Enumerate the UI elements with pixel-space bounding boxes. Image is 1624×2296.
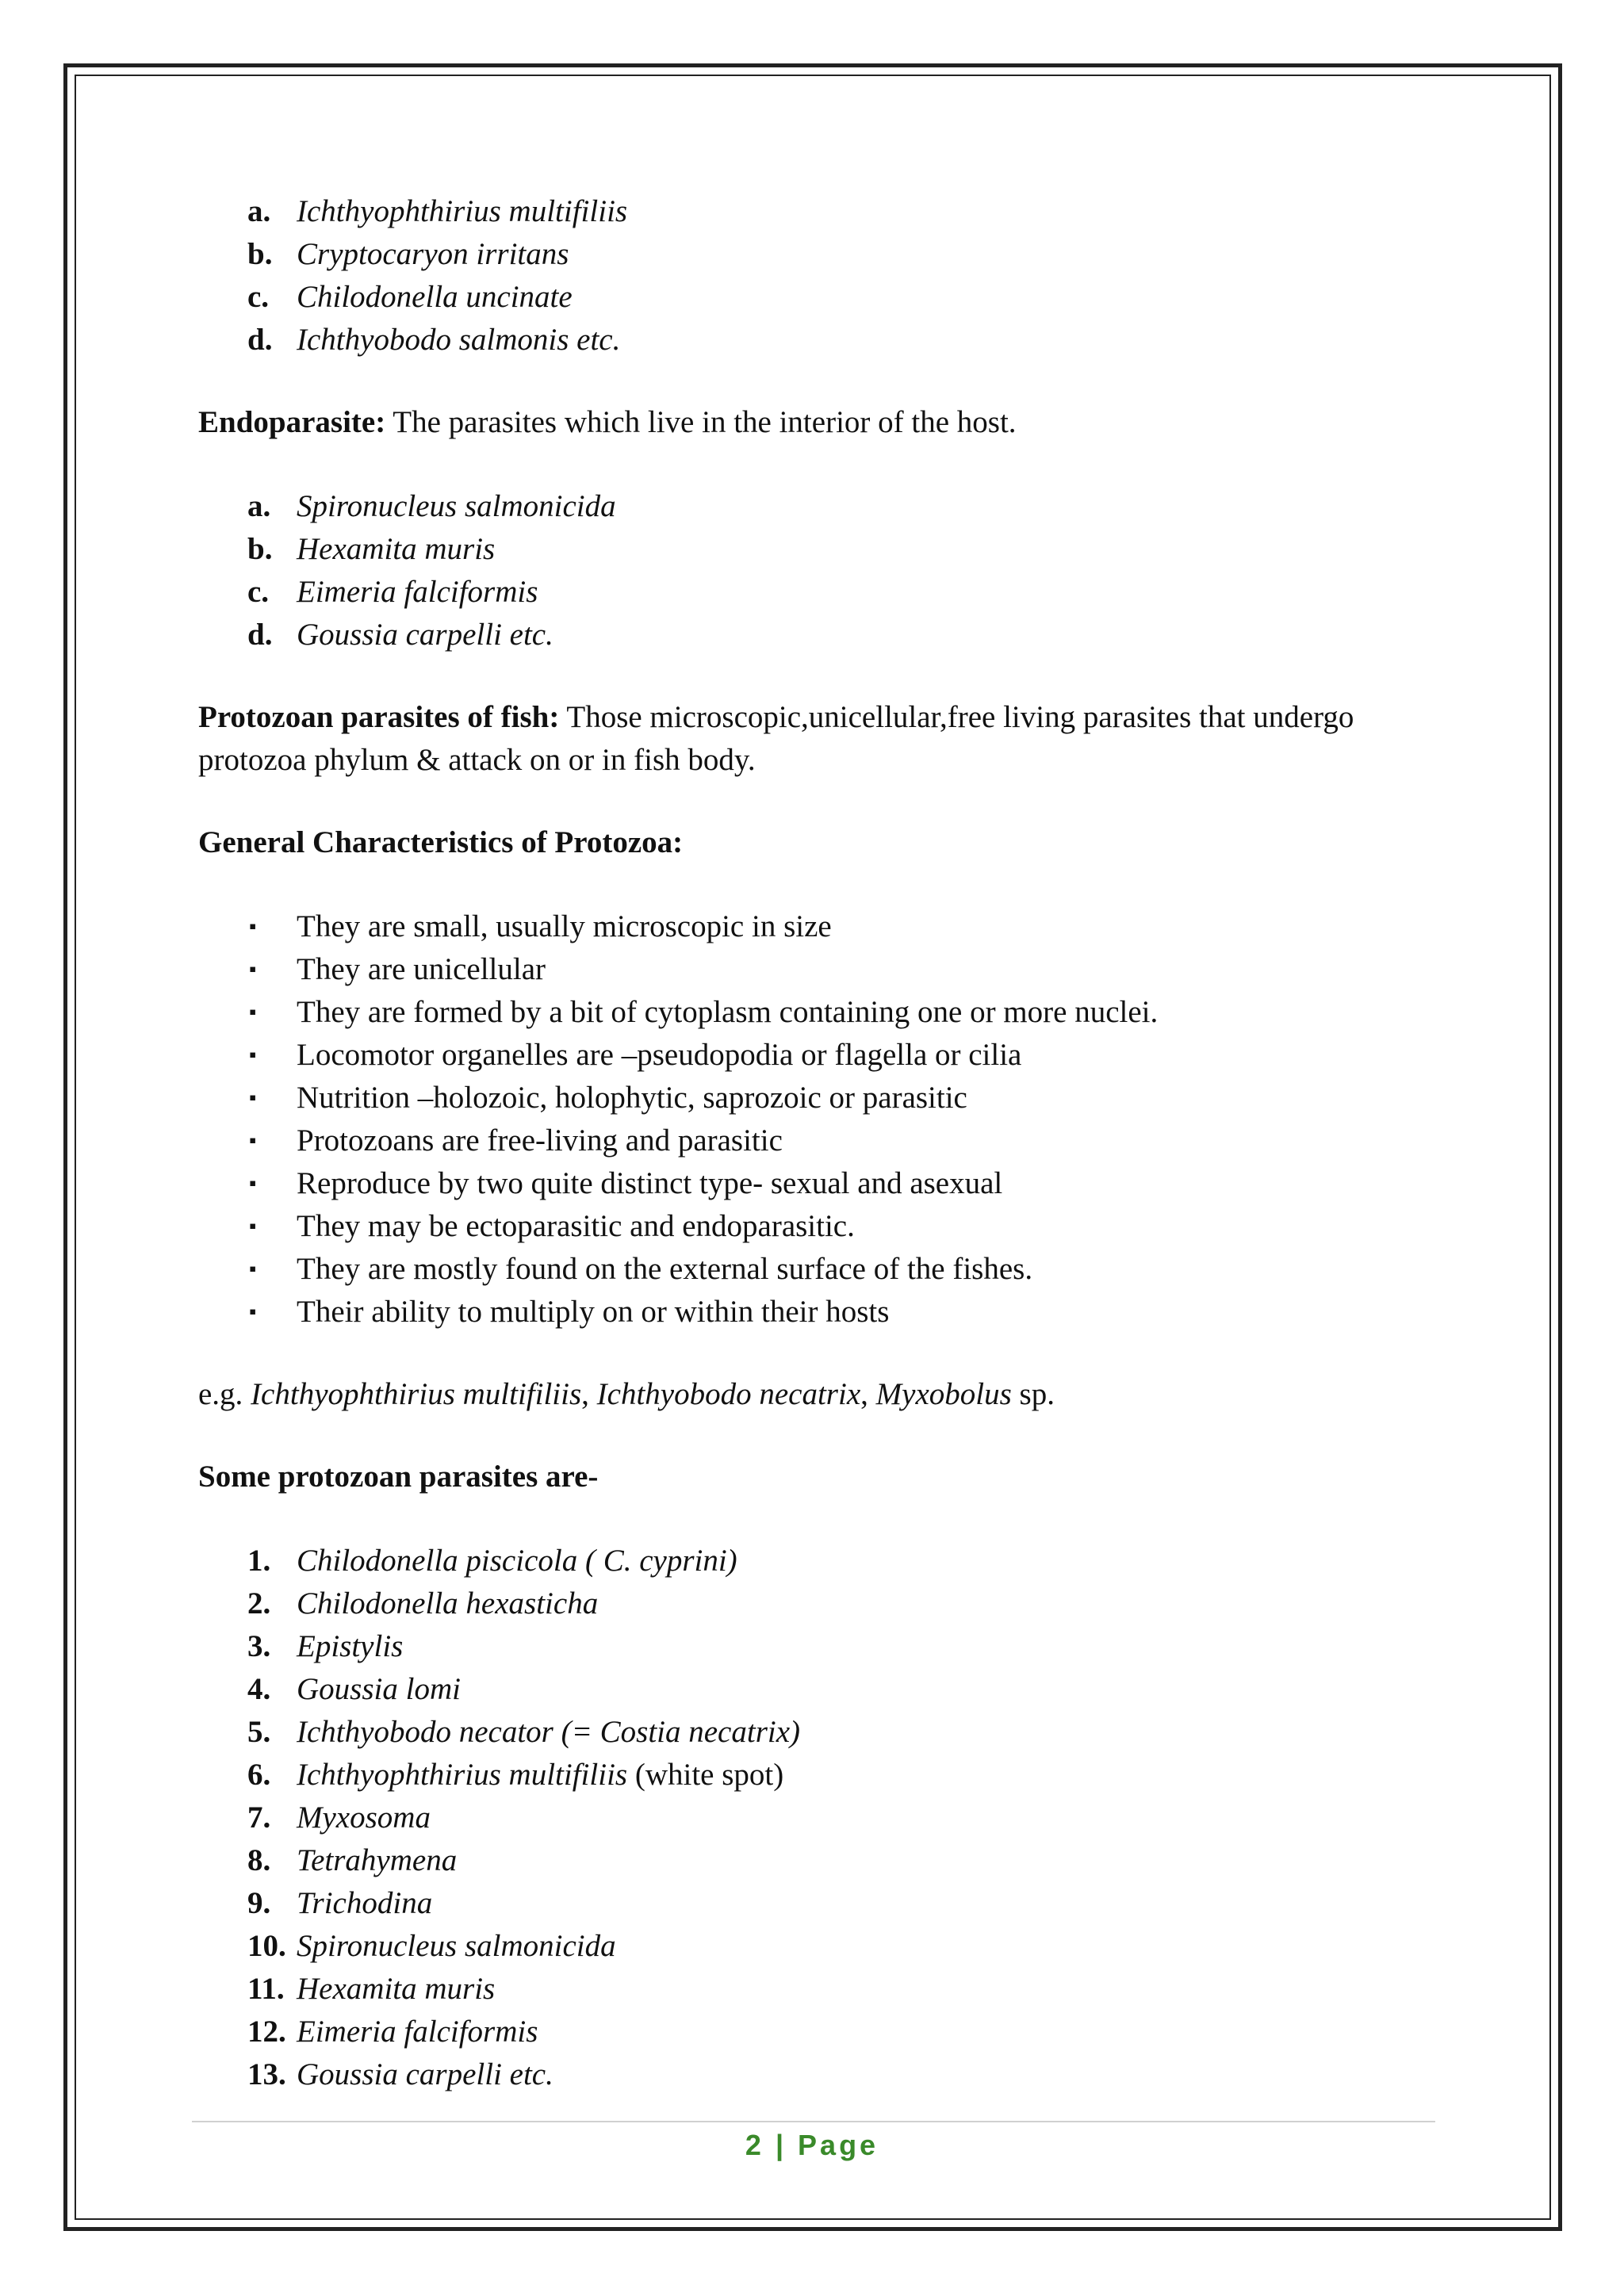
bullet-item: ▪ They may be ectoparasitic and endoparasitic. [198, 1205, 1435, 1248]
bullet-item: ▪ They are unicellular [198, 948, 1435, 991]
page-label: Page [798, 2129, 879, 2161]
examples-line: e.g. Ichthyophthirius multifiliis, Ichthyobodo necatrix, Myxobolus sp. [198, 1377, 1055, 1411]
bullet-icon: ▪ [249, 1001, 257, 1024]
list-item: 4. Goussia lomi [247, 1672, 461, 1706]
list-item: 5. Ichthyobodo necator (= Costia necatrix) [247, 1715, 801, 1749]
bullet-item: ▪ Reproduce by two quite distinct type- sexual and asexual [198, 1162, 1435, 1205]
endoparasite-list [198, 485, 1435, 656]
bullet-icon: ▪ [249, 1086, 257, 1109]
list-item: c. Chilodonella uncinate [247, 280, 573, 314]
list-item: 9. Trichodina [247, 1886, 433, 1920]
list-item: 2. Chilodonella hexasticha [247, 1586, 599, 1621]
list-item: 12. Eimeria falciformis [247, 2015, 538, 2049]
list-item: 11. Hexamita muris [247, 1972, 496, 2006]
bullet-icon: ▪ [249, 1215, 257, 1238]
endoparasite-definition: Endoparasite: The parasites which live in the interior of the host. [198, 405, 1017, 439]
bullet-item: ▪ Locomotor organelles are –pseudopodia or flagella or cilia [198, 1034, 1435, 1077]
bullet-item: ▪ They are mostly found on the external surface of the fishes. [198, 1248, 1435, 1291]
list-item: c. Eimeria falciformis [247, 575, 538, 609]
list-item: 7. Myxosoma [247, 1800, 431, 1835]
list-item: b. Hexamita muris [247, 532, 496, 566]
list-item: a. Ichthyophthirius multifiliis [247, 194, 628, 228]
bullet-item: ▪ Protozoans are free-living and parasitic [198, 1119, 1435, 1162]
ectoparasite-list [198, 190, 1435, 362]
bullet-item: ▪ They are formed by a bit of cytoplasm containing one or more nuclei. [198, 991, 1435, 1034]
general-characteristics-heading: General Characteristics of Protozoa: [198, 825, 684, 859]
list-item: 1. Chilodonella piscicola ( C. cyprini) [247, 1544, 737, 1578]
list-item: d. Ichthyobodo salmonis etc. [247, 323, 621, 357]
list-item: b. Cryptocaryon irritans [247, 237, 569, 271]
bullet-icon: ▪ [249, 1257, 257, 1280]
bullet-icon: ▪ [249, 1172, 257, 1195]
some-parasites-heading: Some protozoan parasites are- [198, 1460, 599, 1494]
list-item: d. Goussia carpelli etc. [247, 618, 553, 652]
list-item: 10. Spironucleus salmonicida [247, 1929, 616, 1963]
bullet-icon: ▪ [249, 915, 257, 938]
list-item: a. Spironucleus salmonicida [247, 489, 616, 523]
bullet-item: ▪ Their ability to multiply on or within their hosts [198, 1291, 1435, 1334]
list-item: 8. Tetrahymena [247, 1843, 458, 1877]
list-item: 6. Ichthyophthirius multifiliis (white spot) [247, 1758, 784, 1792]
footer-rule [192, 2121, 1435, 2122]
page-content [198, 190, 1435, 2096]
bullet-icon: ▪ [249, 1129, 257, 1152]
characteristics-list [198, 905, 1435, 1334]
protozoan-parasites-list [198, 1540, 1435, 2096]
list-item: 3. Epistylis [247, 1629, 404, 1663]
bullet-icon: ▪ [249, 958, 257, 981]
page-footer: 2 | Page [745, 2129, 879, 2161]
bullet-item: ▪ They are small, usually microscopic in size [198, 905, 1435, 948]
list-item: 13. Goussia carpelli etc. [247, 2057, 553, 2091]
bullet-item: ▪ Nutrition –holozoic, holophytic, saprozoic or parasitic [198, 1077, 1435, 1119]
bullet-icon: ▪ [249, 1043, 257, 1066]
protozoan-parasites-definition: Protozoan parasites of fish: Those microscopic,unicellular,free living parasites that undergo protozoa phylum & attack on or in fish body. [198, 700, 1354, 777]
page-number: 2 [745, 2129, 764, 2161]
bullet-icon: ▪ [249, 1300, 257, 1323]
